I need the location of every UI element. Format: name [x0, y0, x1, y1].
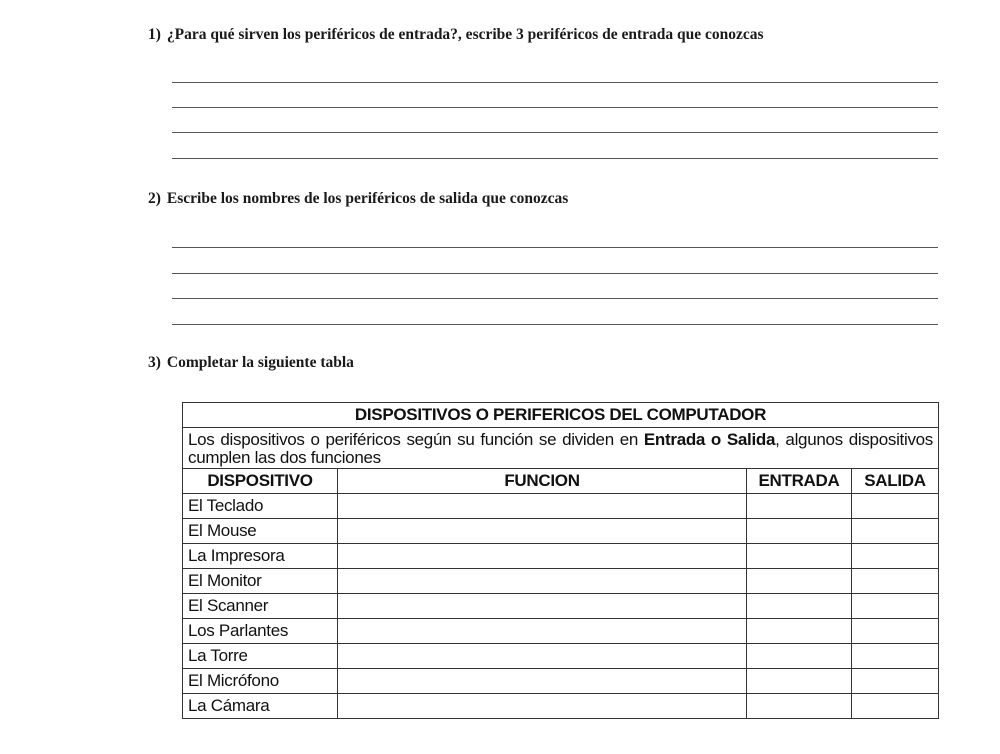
answer-line[interactable]: [172, 158, 938, 159]
function-cell[interactable]: [338, 619, 747, 644]
output-cell[interactable]: [852, 569, 939, 594]
question-3: [148, 354, 354, 372]
table-header-row: [183, 469, 939, 494]
answer-line[interactable]: [172, 273, 938, 274]
answer-line[interactable]: [172, 107, 938, 108]
device-name-cell: Los Parlantes: [183, 619, 338, 644]
input-cell[interactable]: [747, 494, 852, 519]
function-cell[interactable]: [338, 669, 747, 694]
column-header-device: DISPOSITIVO: [183, 469, 338, 494]
output-cell[interactable]: [852, 644, 939, 669]
device-name-cell: El Monitor: [183, 569, 338, 594]
device-name-cell: La Torre: [183, 644, 338, 669]
table-row: [183, 694, 939, 719]
output-cell[interactable]: [852, 694, 939, 719]
function-cell[interactable]: [338, 569, 747, 594]
table-row: [183, 519, 939, 544]
device-name-cell: La Impresora: [183, 544, 338, 569]
table-row: [183, 644, 939, 669]
output-cell[interactable]: [852, 619, 939, 644]
function-cell[interactable]: [338, 594, 747, 619]
function-cell[interactable]: [338, 494, 747, 519]
output-cell[interactable]: [852, 544, 939, 569]
function-cell[interactable]: [338, 644, 747, 669]
output-cell[interactable]: [852, 594, 939, 619]
function-cell[interactable]: [338, 519, 747, 544]
question-2: [148, 190, 568, 208]
input-cell[interactable]: [747, 519, 852, 544]
answer-line[interactable]: [172, 82, 938, 83]
question-text: Escribe los nombres de los periféricos de salida que conozcas: [166, 190, 569, 207]
input-cell[interactable]: [747, 569, 852, 594]
output-cell[interactable]: [852, 669, 939, 694]
output-cell[interactable]: [852, 519, 939, 544]
question-number: 2): [148, 190, 161, 207]
function-cell[interactable]: [338, 544, 747, 569]
input-cell[interactable]: [747, 669, 852, 694]
devices-table: [182, 402, 939, 719]
table-row: [183, 544, 939, 569]
table-row: [183, 669, 939, 694]
answer-line[interactable]: [172, 298, 938, 299]
input-cell[interactable]: [747, 544, 852, 569]
table-row: [183, 594, 939, 619]
question-number: 1): [148, 26, 161, 43]
question-text: ¿Para qué sirven los periféricos de entrada?, escribe 3 periféricos de entrada que conozcas: [166, 26, 764, 43]
table-intro: Los dispositivos o periféricos según su función se dividen en Entrada o Salida, algunos dispositivos cumplen las dos funciones: [183, 428, 939, 469]
table-row: [183, 569, 939, 594]
column-header-output: SALIDA: [852, 469, 939, 494]
column-header-input: ENTRADA: [747, 469, 852, 494]
input-cell[interactable]: [747, 644, 852, 669]
output-cell[interactable]: [852, 494, 939, 519]
table-row: [183, 494, 939, 519]
question-number: 3): [148, 354, 161, 371]
device-name-cell: El Teclado: [183, 494, 338, 519]
device-name-cell: El Mouse: [183, 519, 338, 544]
question-text: Completar la siguiente tabla: [166, 354, 354, 371]
device-name-cell: El Scanner: [183, 594, 338, 619]
device-name-cell: La Cámara: [183, 694, 338, 719]
function-cell[interactable]: [338, 694, 747, 719]
column-header-function: FUNCION: [338, 469, 747, 494]
table-title: DISPOSITIVOS O PERIFERICOS DEL COMPUTADOR: [183, 403, 939, 428]
table-row: [183, 619, 939, 644]
input-cell[interactable]: [747, 594, 852, 619]
answer-line[interactable]: [172, 247, 938, 248]
answer-line[interactable]: [172, 132, 938, 133]
answer-line[interactable]: [172, 324, 938, 325]
device-name-cell: El Micrófono: [183, 669, 338, 694]
input-cell[interactable]: [747, 694, 852, 719]
question-1: [148, 26, 764, 44]
input-cell[interactable]: [747, 619, 852, 644]
